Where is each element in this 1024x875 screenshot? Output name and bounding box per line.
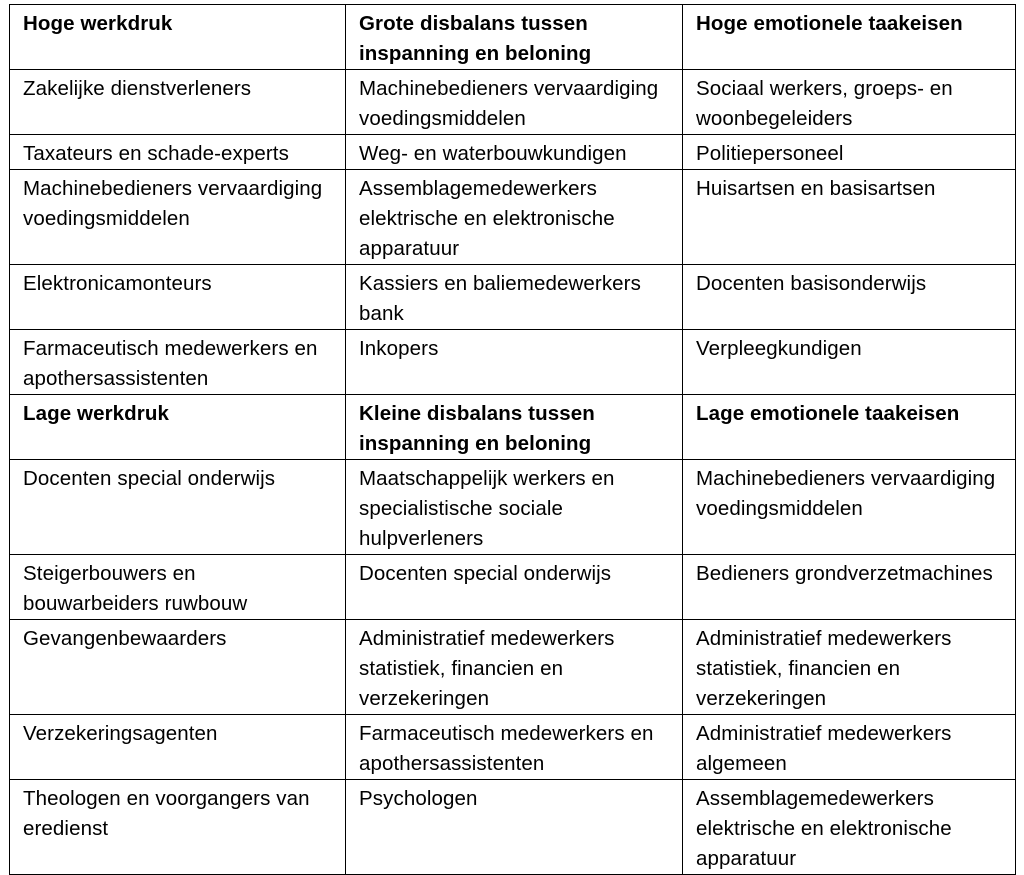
table-cell: Machinebedieners vervaardiging voedingsmiddelen: [346, 70, 683, 135]
table-row: [10, 620, 1016, 715]
table-header-row: [10, 5, 1016, 70]
header-cell: Lage emotionele taakeisen: [683, 395, 1016, 460]
table-cell: Verpleegkundigen: [683, 330, 1016, 395]
table-cell: Kassiers en baliemedewerkers bank: [346, 265, 683, 330]
occupations-table: [9, 4, 1016, 875]
header-cell: Hoge emotionele taakeisen: [683, 5, 1016, 70]
table-row: [10, 265, 1016, 330]
table-cell: Assemblagemedewerkers elektrische en elektronische apparatuur: [346, 170, 683, 265]
table-cell: Sociaal werkers, groeps- en woonbegeleiders: [683, 70, 1016, 135]
table-row: [10, 715, 1016, 780]
table-header-row: [10, 395, 1016, 460]
table-cell: Politiepersoneel: [683, 135, 1016, 170]
document-page: [9, 4, 1015, 875]
table-row: [10, 460, 1016, 555]
table-cell: Machinebedieners vervaardiging voedingsmiddelen: [683, 460, 1016, 555]
table-row: [10, 330, 1016, 395]
header-cell: Kleine disbalans tussen inspanning en beloning: [346, 395, 683, 460]
table-cell: Maatschappelijk werkers en specialistische sociale hulpverleners: [346, 460, 683, 555]
table-cell: Theologen en voorgangers van eredienst: [10, 780, 346, 875]
table-cell: Zakelijke dienstverleners: [10, 70, 346, 135]
table-cell: Steigerbouwers en bouwarbeiders ruwbouw: [10, 555, 346, 620]
table-cell: Farmaceutisch medewerkers en apothersassistenten: [10, 330, 346, 395]
table-cell: Inkopers: [346, 330, 683, 395]
table-cell: Farmaceutisch medewerkers en apothersassistenten: [346, 715, 683, 780]
table-row: [10, 70, 1016, 135]
table-cell: Administratief medewerkers algemeen: [683, 715, 1016, 780]
table-cell: Administratief medewerkers statistiek, financien en verzekeringen: [346, 620, 683, 715]
table-cell: Docenten basisonderwijs: [683, 265, 1016, 330]
table-row: [10, 135, 1016, 170]
table-row: [10, 780, 1016, 875]
table-row: [10, 170, 1016, 265]
table-cell: Docenten special onderwijs: [10, 460, 346, 555]
table-cell: Docenten special onderwijs: [346, 555, 683, 620]
table-cell: Psychologen: [346, 780, 683, 875]
table-cell: Assemblagemedewerkers elektrische en elektronische apparatuur: [683, 780, 1016, 875]
table-cell: Weg- en waterbouwkundigen: [346, 135, 683, 170]
header-cell: Grote disbalans tussen inspanning en beloning: [346, 5, 683, 70]
table-cell: Machinebedieners vervaardiging voedingsmiddelen: [10, 170, 346, 265]
table-cell: Verzekeringsagenten: [10, 715, 346, 780]
table-row: [10, 555, 1016, 620]
header-cell: Lage werkdruk: [10, 395, 346, 460]
table-cell: Huisartsen en basisartsen: [683, 170, 1016, 265]
table-cell: Elektronicamonteurs: [10, 265, 346, 330]
table-cell: Administratief medewerkers statistiek, financien en verzekeringen: [683, 620, 1016, 715]
table-cell: Taxateurs en schade-experts: [10, 135, 346, 170]
table-cell: Gevangenbewaarders: [10, 620, 346, 715]
table-cell: Bedieners grondverzetmachines: [683, 555, 1016, 620]
header-cell: Hoge werkdruk: [10, 5, 346, 70]
